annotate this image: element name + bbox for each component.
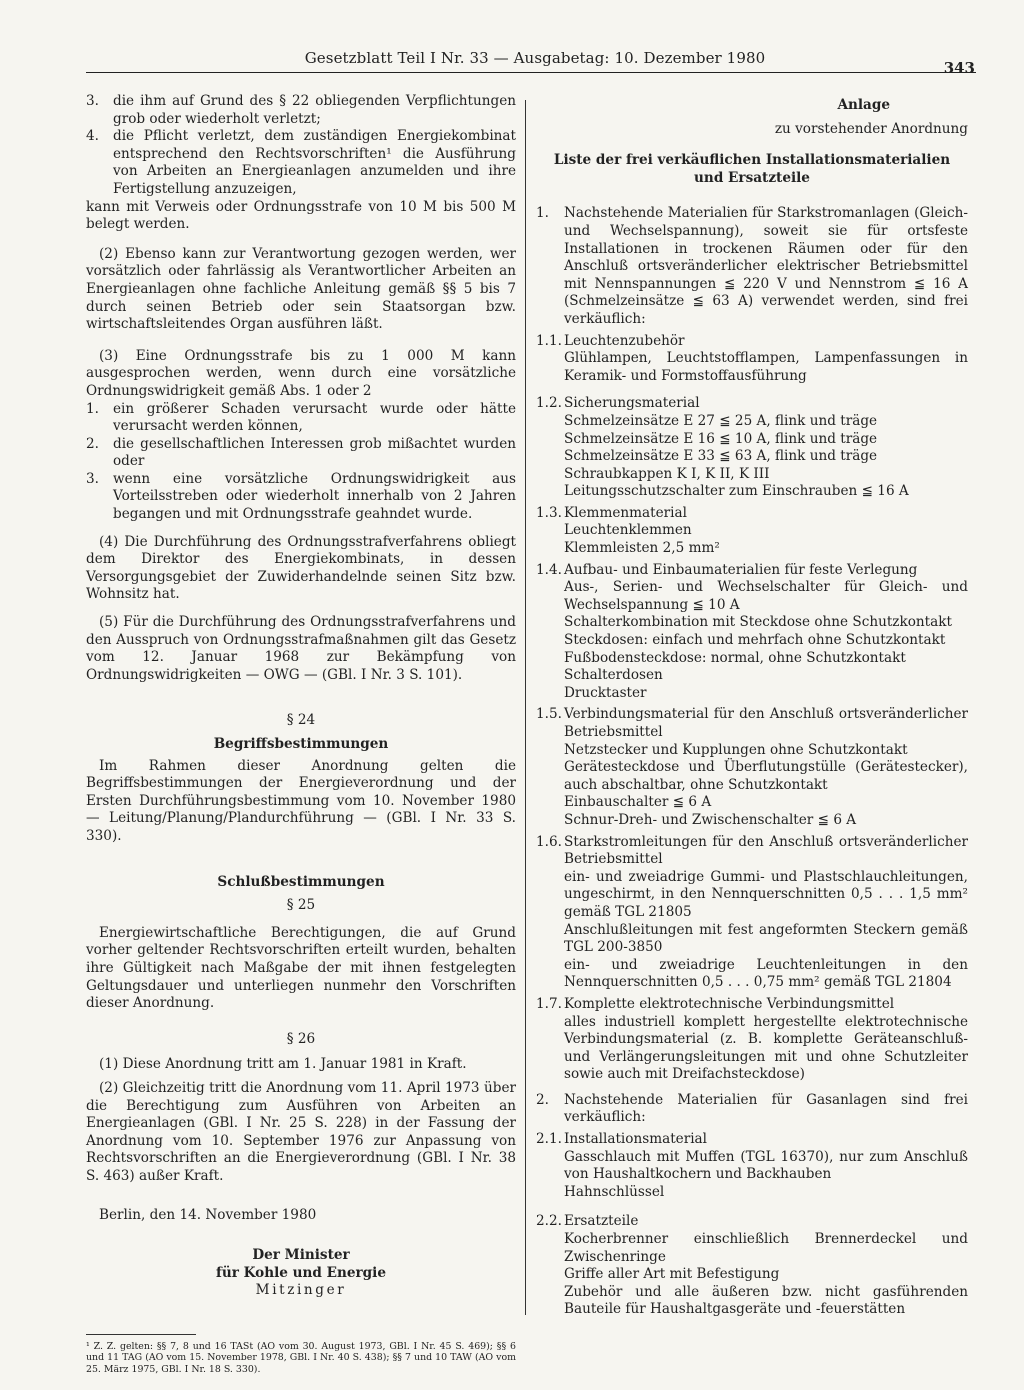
section-title: Installationsmaterial [564, 1131, 707, 1148]
list-item: Schalterkombination mit Steckdose ohne Schutzkontakt [564, 614, 952, 631]
section-24-title: Begriffsbestimmungen [213, 736, 389, 752]
list-item: ein- und zweiadrige Leuchtenleitungen in den Nennquerschnitten 0,5 . . . 0,75 mm² gemäß TGL 21804 [564, 956, 968, 991]
section-title: Starkstromleitungen für den Anschluß ortsveränderlicher Betriebsmittel [564, 833, 968, 868]
annex-title: Anlage [837, 97, 890, 113]
section-number: 1.5. [536, 706, 562, 723]
list-item: Einbauschalter ≦ 6 A [564, 794, 712, 811]
list-item: Schnur-Dreh- und Zwischenschalter ≦ 6 A [564, 811, 857, 828]
list-item-text: die ihm auf Grund des § 22 obliegenden Verpflichtungen grob oder wiederholt verletzt; [113, 93, 516, 127]
list-item: Schmelzeinsätze E 27 ≦ 25 A, flink und träge [564, 412, 878, 429]
section-25-text: Energiewirtschaftliche Berechtigungen, die auf Grund vorher geltender Rechtsvorschriften erteilt wurden, behalten ihre Gültigkeit nach Maßgabe der mit ihnen festgelegten Geltungsdauer und unterliegen nunmehr den Vorschriften dieser Anordnung. [86, 924, 516, 1012]
section-24-heading: § 24 [286, 712, 316, 729]
list-item: Klemmleisten 2,5 mm² [564, 540, 720, 557]
list-item [86, 436, 516, 471]
list-item: Kocherbrenner einschließlich Brennerdeckel und Zwischenringe [564, 1231, 968, 1265]
section-number: 1.4. [536, 561, 562, 578]
footnote-rule [86, 1334, 196, 1335]
list-item [86, 401, 516, 436]
list-item: Gasschlauch mit Muffen (TGL 16370), nur zum Anschluß von Haushaltkochern und Backhauben [564, 1148, 968, 1183]
list-item: Fußbodensteckdose: normal, ohne Schutzkontakt [564, 649, 906, 666]
right-column [536, 93, 968, 1319]
list-item-text: wenn eine vorsätzliche Ordnungswidrigkeit aus Vorteilsstreben oder wiederholt innerhalb von 2 Jahren begangen und mit Ordnungsstrafe geahndet wurde. [113, 470, 516, 523]
paragraph-3: (3) Eine Ordnungsstrafe bis zu 1 000 M kann ausgesprochen werden, wenn durch eine vorsätzliche Ordnungswidrigkeit gemäß Abs. 1 oder 2 [86, 347, 516, 399]
paragraph-4: (4) Die Durchführung des Ordnungsstrafverfahrens obliegt dem Direktor des Energiekombinats, in dessen Versorgungsgebiet der Zuwiderhandelnde seinen Sitz bzw. Wohnsitz hat. [86, 533, 516, 603]
section-26-paragraph-2: (2) Gleichzeitig tritt die Anordnung vom 11. April 1973 über die Berechtigung zum Ausführen von Arbeiten an Energieanlagen (GBl. I Nr. 25 S. 228) in der Fassung der Anordnung vom 10. September 1976 zur Anpassung von Rechtsvorschriften an die Energieverordnung (GBl. I Nr. 38 S. 463) außer Kraft. [86, 1079, 516, 1184]
list-item: Leitungsschutzschalter zum Einschrauben ≦ 16 A [564, 483, 909, 500]
final-provisions-title: Schlußbestimmungen [217, 873, 385, 890]
header-title: Gesetzblatt Teil I Nr. 33 — Ausgabetag: 10. Dezember 1980 [304, 49, 766, 67]
section-text: Nachstehende Materialien für Gasanlagen sind frei verkäuflich: [564, 1091, 968, 1126]
list-item [86, 128, 516, 198]
list-item: Schmelzeinsätze E 33 ≦ 63 A, flink und träge [564, 448, 878, 465]
column-divider [525, 100, 526, 1315]
list-item: Zubehör und alle äußeren bzw. nicht gasführenden Bauteile für Haushaltgasgeräte und -feuerstätten [564, 1283, 968, 1318]
page-number: 343 [943, 59, 975, 77]
section-title: Ersatzteile [564, 1213, 639, 1230]
paragraph-5: (5) Für die Durchführung des Ordnungsstrafverfahrens und den Ausspruch von Ordnungsstrafmaßnahmen gilt das Gesetz vom 12. Januar 1968 zur Bekämpfung von Ordnungswidrigkeiten — OWG — (GBl. I Nr. 3 S. 101). [86, 614, 516, 683]
section-1-6 [536, 834, 968, 992]
list-item: Leuchtenklemmen [564, 522, 692, 539]
list-item: Glühlampen, Leuchtstofflampen, Lampenfassungen in Keramik- und Formstoffausführung [564, 350, 968, 384]
list-item-number: 2. [86, 435, 99, 452]
penalty-paragraph: kann mit Verweis oder Ordnungsstrafe von 10 M bis 500 M belegt werden. [86, 198, 516, 233]
header-rule [86, 72, 976, 73]
list-item: Schalterdosen [564, 667, 663, 684]
section-title: Leuchtenzubehör [564, 332, 685, 349]
signature-name: Mitzinger [255, 1282, 347, 1299]
section-1-1 [536, 333, 968, 386]
section-1-3 [536, 505, 968, 558]
signature-title: Der Minister [252, 1247, 350, 1264]
section-title: Komplette elektrotechnische Verbindungsmittel [564, 995, 895, 1012]
list-item [86, 471, 516, 524]
list-item: Hahnschlüssel [564, 1183, 665, 1200]
section-title: Klemmenmaterial [564, 504, 687, 521]
section-title: Verbindungsmaterial für den Anschluß ortsveränderlicher Betriebsmittel [564, 706, 968, 740]
section-2 [536, 1092, 968, 1127]
section-number: 1.6. [536, 833, 562, 850]
list-title-line-1: Liste der frei verkäuflichen Installationsmaterialien [553, 152, 951, 169]
list-item: Steckdosen: einfach und mehrfach ohne Schutzkontakt [564, 632, 946, 649]
list-item: Drucktaster [564, 684, 647, 701]
section-2-1 [536, 1131, 968, 1201]
list-item: Anschlußleitungen mit fest angeformten Steckern gemäß TGL 200-3850 [564, 921, 968, 956]
section-1 [536, 205, 968, 328]
section-25-heading: § 25 [286, 897, 316, 914]
list-item: alles industriell komplett hergestellte elektrotechnische Verbindungsmaterial (z. B. komplette Geräteanschluß- und Verlängerungsleitungen mit und ohne Schutzleiter sowie auch mit Dreifachsteckdose) [564, 1013, 968, 1083]
list-item: Aus-, Serien- und Wechselschalter für Gleich- und Wechselspannung ≦ 10 A [564, 579, 968, 613]
list-item-number: 3. [86, 93, 99, 109]
list-item-text: die Pflicht verletzt, dem zuständigen Energiekombinat entsprechend den Rechtsvorschriften¹ die Ausführung von Arbeiten an Energieanlagen anzumelden und ihre Fertigstellung anzuzeigen, [113, 128, 516, 197]
section-text: Nachstehende Materialien für Starkstromanlagen (Gleich- und Wechselspannung), soweit sie für ortsfeste Installationen in trockenen Räumen oder für den Anschluß ortsveränderlicher elektrischer Betriebsmittel mit Nennspannungen ≦ 220 V und Nennstrom ≦ 16 A (Schmelzeinsätze ≦ 63 A) verwendet werden, sind frei verkäuflich: [564, 205, 968, 327]
section-title: Sicherungsmaterial [564, 395, 700, 412]
list-item-number: 3. [86, 470, 99, 487]
list-item: Netzstecker und Kupplungen ohne Schutzkontakt [564, 741, 908, 758]
section-number: 1. [536, 205, 549, 222]
list-item-number: 4. [86, 128, 99, 145]
section-number: 2.1. [536, 1131, 562, 1148]
section-number: 2. [536, 1091, 549, 1108]
list-item: Griffe aller Art mit Befestigung [564, 1266, 780, 1283]
list-item-text: ein größerer Schaden verursacht wurde oder hätte verursacht werden können, [113, 400, 516, 435]
list-item: Gerätesteckdose und Überflutungstülle (Gerätestecker), auch abschaltbar, ohne Schutzkontakt [564, 759, 968, 793]
section-24-text: Im Rahmen dieser Anordnung gelten die Begriffsbestimmungen der Energieverordnung und der Ersten Durchführungsbestimmung vom 10. November 1980 — Leitung/Planung/Plandurchführung — (GBl. I Nr. 33 S. 330). [86, 757, 516, 844]
section-number: 1.3. [536, 504, 562, 521]
section-number: 1.7. [536, 995, 562, 1012]
section-26-heading: § 26 [286, 1030, 316, 1047]
section-26-paragraph-1: (1) Diese Anordnung tritt am 1. Januar 1981 in Kraft. [99, 1056, 467, 1073]
footnote: ¹ Z. Z. gelten: §§ 7, 8 und 16 TASt (AO vom 30. August 1973, GBl. I Nr. 45 S. 469); §§ 6 und 11 TAG (AO vom 15. November 1978, GBl. I Nr. 40 S. 438); §§ 7 und 10 TAW (AO vom 25. März 1975, GBl. I Nr. 18 S. 330). [86, 1340, 516, 1375]
annex-subtitle: zu vorstehender Anordnung [774, 120, 968, 137]
section-1-2 [536, 395, 968, 501]
list-item: Schmelzeinsätze E 16 ≦ 10 A, flink und träge [564, 430, 878, 447]
section-number: 1.1. [536, 332, 562, 349]
section-title: Aufbau- und Einbaumaterialien für feste Verlegung [564, 561, 918, 578]
paragraph-2: (2) Ebenso kann zur Verantwortung gezogen werden, wer vorsätzlich oder fahrlässig als Verantwortlicher Arbeiten an Energieanlagen ohne fachliche Anleitung gemäß §§ 5 bis 7 durch seinen Betrieb oder sein Staatsorgan bzw. wirtschaftsleitendes Organ ausführen läßt. [86, 245, 516, 333]
list-title-line-2: und Ersatzteile [694, 169, 810, 186]
list-item-text: die gesellschaftlichen Interessen grob mißachtet wurden oder [113, 435, 516, 470]
section-number: 1.2. [536, 395, 562, 412]
section-1-7 [536, 996, 968, 1084]
list-item: ein- und zweiadrige Gummi- und Plastschlauchleitungen, ungeschirmt, in den Nennquerschnitten 0,5 . . . 1,5 mm² gemäß TGL 21805 [564, 868, 968, 920]
signature-ministry: für Kohle und Energie [215, 1264, 386, 1281]
place-date: Berlin, den 14. November 1980 [99, 1207, 317, 1224]
list-item [86, 93, 516, 128]
section-2-2 [536, 1213, 968, 1319]
section-number: 2.2. [536, 1213, 562, 1230]
list-item: Schraubkappen K I, K II, K III [564, 465, 770, 482]
section-1-5 [536, 706, 968, 829]
left-column [86, 93, 516, 1375]
section-1-4 [536, 562, 968, 703]
list-item-number: 1. [86, 400, 99, 417]
